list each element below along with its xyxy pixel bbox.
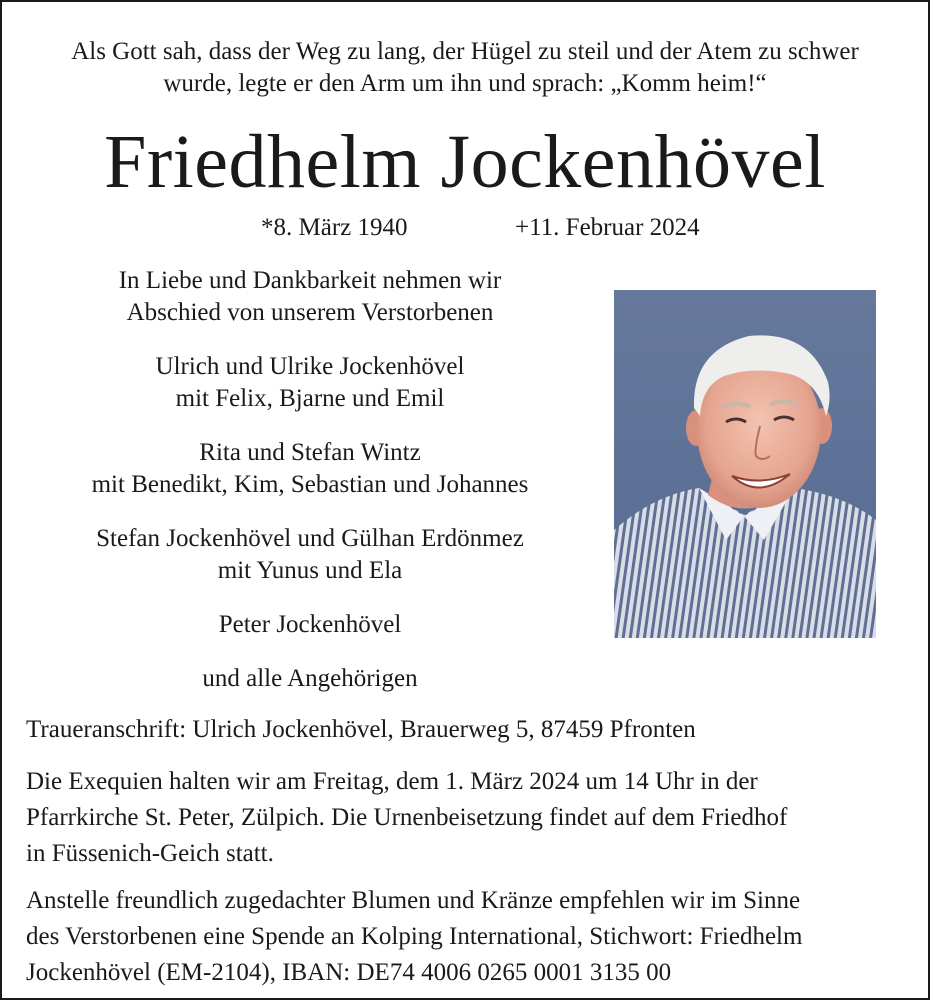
mourner-line: mit Yunus und Ela (217, 557, 403, 584)
mourner-group-2 (20, 437, 600, 501)
service-line-1: Die Exequien halten wir am Freitag, dem 1. März 2024 um 14 Uhr in der (26, 768, 758, 795)
donation-line-2: des Verstorbenen eine Spende an Kolping International, Stichwort: Friedhelm (26, 923, 803, 950)
mourner-line: mit Benedikt, Kim, Sebastian und Johannes (91, 471, 529, 498)
birth-date: *8. März 1940 (261, 214, 408, 241)
service-info (26, 764, 916, 872)
mourner-group-3 (20, 523, 600, 587)
mourner-line: Stefan Jockenhövel und Gülhan Erdönmez (96, 525, 524, 552)
mourning-address (26, 712, 916, 748)
donation-line-3: Jockenhövel (EM-2104), IBAN: DE74 4006 0265 0001 3135 00 (26, 959, 672, 986)
service-line-3: in Füssenich-Geich statt. (26, 840, 274, 867)
mourner-line: Ulrich und Ulrike Jockenhövel (155, 353, 465, 380)
mourner-group-4 (20, 609, 600, 641)
deceased-name: Friedhelm Jockenhövel (104, 120, 826, 204)
mourner-group-5 (20, 663, 600, 695)
poem-line-1: Als Gott sah, dass der Weg zu lang, der Hügel zu steil und der Atem zu schwer (71, 38, 859, 65)
service-line-2: Pfarrkirche St. Peter, Zülpich. Die Urnenbeisetzung findet auf dem Friedhof (26, 804, 788, 831)
mourners-intro (20, 265, 600, 329)
mourner-line: Peter Jockenhövel (218, 611, 402, 638)
mourner-line: und alle Angehörigen (202, 665, 418, 692)
death-date: +11. Februar 2024 (515, 214, 700, 241)
intro-line-2: Abschied von unserem Verstorbenen (126, 299, 494, 326)
poem (10, 36, 920, 100)
mourner-line: Rita und Stefan Wintz (199, 439, 421, 466)
donation-line-1: Anstelle freundlich zugedachter Blumen und Kränze empfehlen wir im Sinne (26, 887, 801, 914)
address-line: Traueranschrift: Ulrich Jockenhövel, Brauerweg 5, 87459 Pfronten (26, 716, 696, 743)
mourner-line: mit Felix, Bjarne und Emil (175, 385, 445, 412)
donation-info (26, 883, 916, 991)
portrait-photo (614, 290, 876, 638)
poem-line-2: wurde, legte er den Arm um ihn und sprach: „Komm heim!“ (163, 70, 767, 97)
intro-line-1: In Liebe und Dankbarkeit nehmen wir (118, 267, 502, 294)
mourner-group-1 (20, 351, 600, 415)
